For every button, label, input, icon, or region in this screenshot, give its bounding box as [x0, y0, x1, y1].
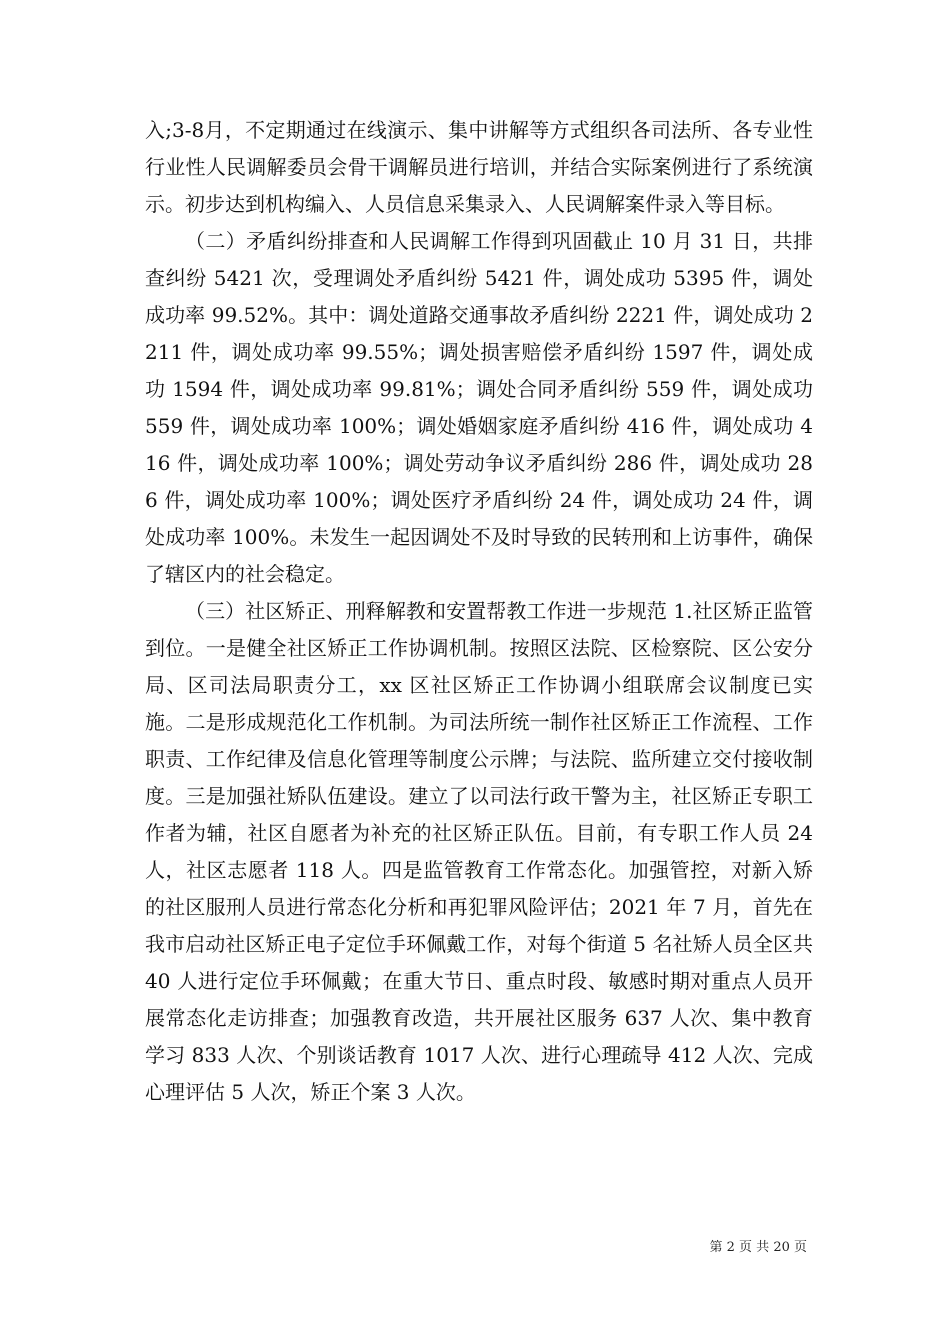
page-number: 第 2 页 共 20 页 — [709, 1240, 807, 1255]
document-body — [145, 112, 813, 1111]
paragraph-continued: 入;3-8月，不定期通过在线演示、集中讲解等方式组织各司法所、各专业性行业性人民调解委员会骨干调解员进行培训，并结合实际案例进行了系统演示。初步达到机构编入、人员信息采集录入、人民调解案件录入等目标。 — [145, 118, 813, 216]
paragraph-section-2: （二）矛盾纠纷排查和人民调解工作得到巩固截止 10 月 31 日，共排查纠纷 5421 次，受理调处矛盾纠纷 5421 件，调处成功 5395 件，调处成功率 99.52%。其中：调处道路交通事故矛盾纠纷 2221 件，调处成功 2211 件，调处成功率 99.55%；调处损害赔偿矛盾纠纷 1597 件，调处成功 1594 件，调处成功率 99.81%；调处合同矛盾纠纷 559 件，调处成功 559 件，调处成功率 100%；调处婚姻家庭矛盾纠纷 416 件，调处成功 416 件，调处成功率 100%；调处劳动争议矛盾纠纷 286 件，调处成功 286 件，调处成功率 100%；调处医疗矛盾纠纷 24 件，调处成功 24 件，调处成功率 100%。未发生一起因调处不及时导致的民转刑和上访事件，确保了辖区内的社会稳定。 — [145, 229, 813, 586]
paragraph-section-3: （三）社区矫正、刑释解教和安置帮教工作进一步规范 1.社区矫正监管到位。一是健全社区矫正工作协调机制。按照区法院、区检察院、区公安分局、区司法局职责分工，xx 区社区矫正工作协调小组联席会议制度已实施。二是形成规范化工作机制。为司法所统一制作社区矫正工作流程、工作职责、工作纪律及信息化管理等制度公示牌；与法院、监所建立交付接收制度。三是加强社矫队伍建设。建立了以司法行政干警为主，社区矫正专职工作者为辅，社区自愿者为补充的社区矫正队伍。目前，有专职工作人员 24 人，社区志愿者 118 人。四是监管教育工作常态化。加强管控，对新入矫的社区服刑人员进行常态化分析和再犯罪风险评估；2021 年 7 月，首先在我市启动社区矫正电子定位手环佩戴工作，对每个街道 5 名社矫人员全区共 40 人进行定位手环佩戴；在重大节日、重点时段、敏感时期对重点人员开展常态化走访排查；加强教育改造，共开展社区服务 637 人次、集中教育学习 833 人次、个别谈话教育 1017 人次、进行心理疏导 412 人次、完成心理评估 5 人次，矫正个案 3 人次。 — [145, 599, 813, 1104]
